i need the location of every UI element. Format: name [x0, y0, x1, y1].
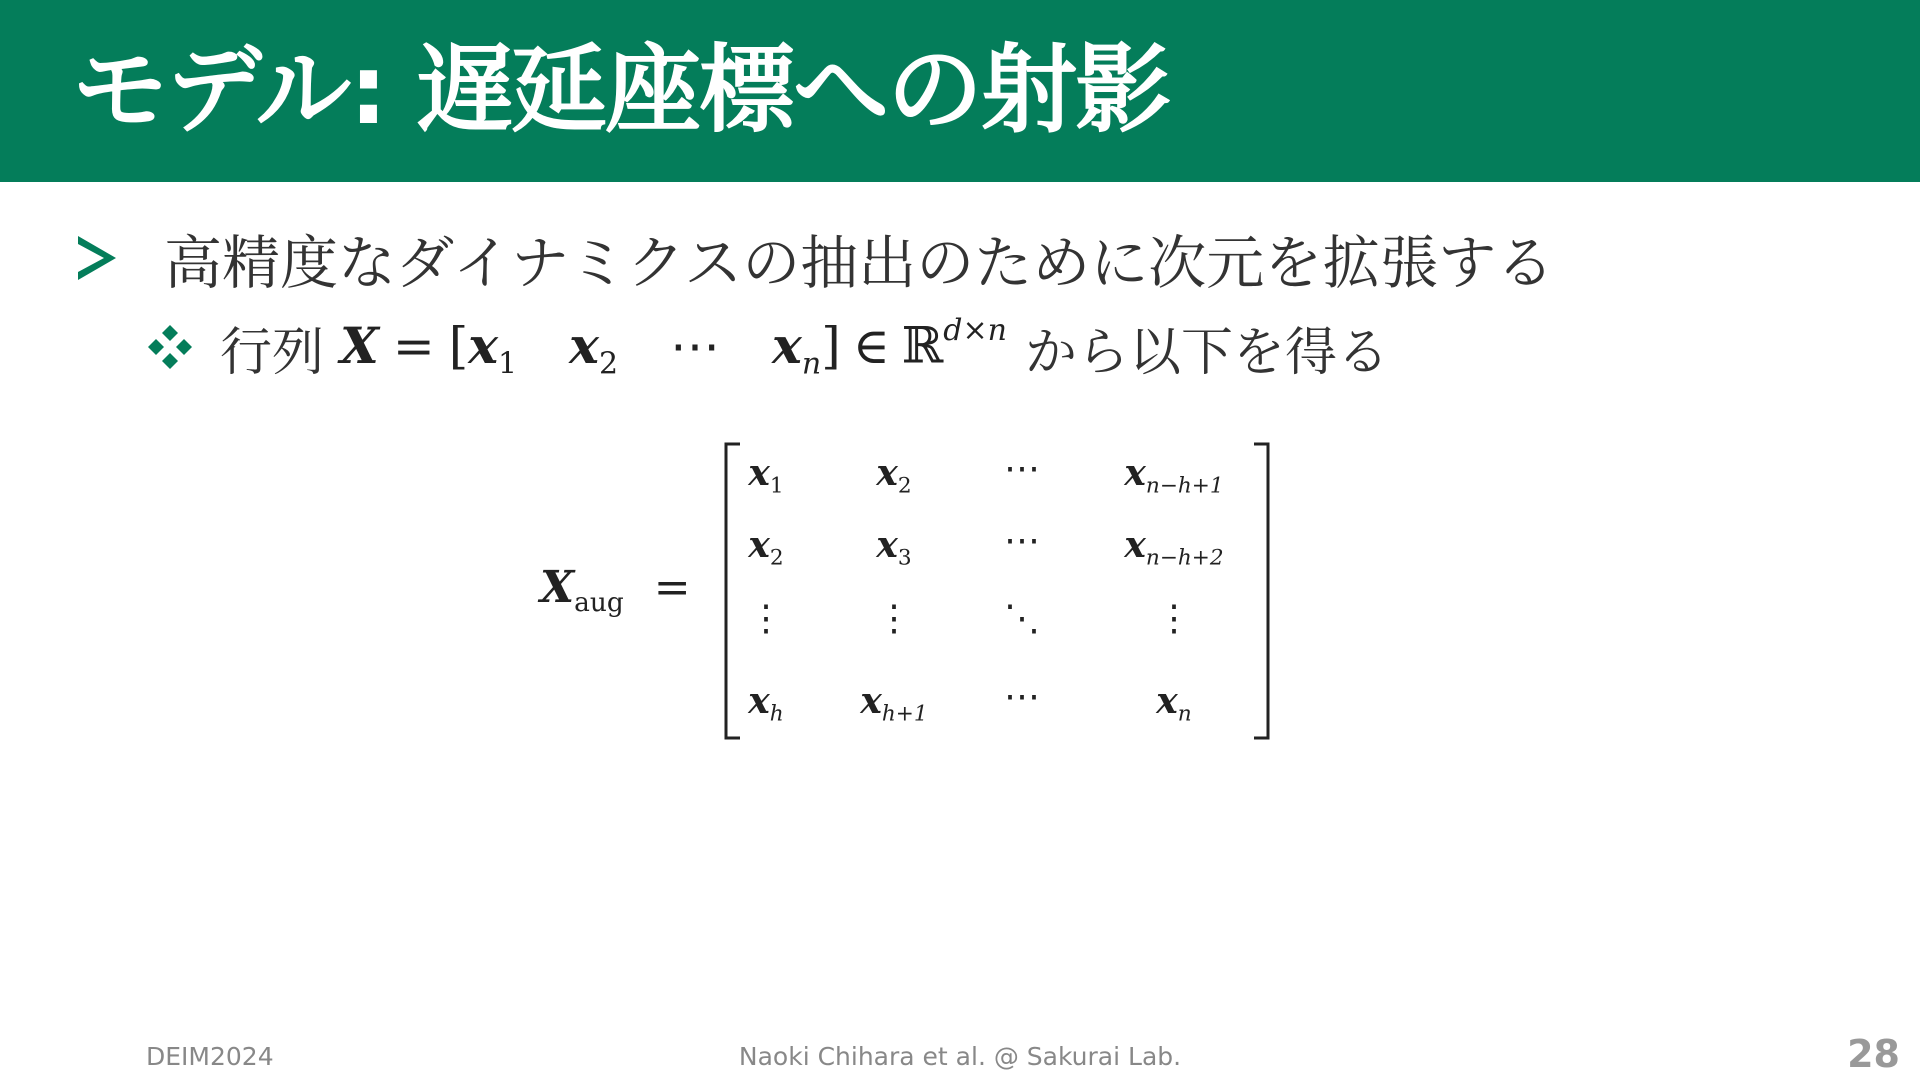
- bullet-level1: [74, 218, 1554, 298]
- right-bracket: ]: [821, 316, 841, 375]
- footer-conference: DEIM2024: [146, 1042, 274, 1071]
- bullet-level2-lead: 行列: [220, 322, 325, 383]
- left-bracket: [: [448, 316, 469, 375]
- matrix-cell: ⋮: [876, 598, 912, 639]
- bullet-level2-trail: から以下を得る: [1024, 322, 1389, 383]
- arrowhead-icon: [74, 232, 120, 284]
- real-space: ℝ$^{d\times n}$: [901, 313, 1007, 375]
- page-number: 28: [1847, 1032, 1900, 1076]
- inline-matrix-formula: [340, 313, 1007, 381]
- matrix-cell: ⋯: [1004, 448, 1040, 489]
- matrix-cell: ⋯: [1004, 676, 1040, 717]
- vector-x2: $x_2$: [569, 315, 619, 381]
- vector-xn: $x_n$: [772, 315, 822, 381]
- slide-title: モデル: 遅延座標への射影: [72, 34, 1170, 146]
- matrix-left-bracket: [722, 442, 742, 740]
- augmented-matrix-equation: [540, 440, 1280, 750]
- four-diamond-icon: [146, 323, 194, 371]
- matrix-cell: $x_2$: [748, 524, 784, 571]
- equals-sign: =: [392, 316, 435, 375]
- vector-x1: $x_1$: [468, 315, 518, 381]
- footer-authors: Naoki Chihara et al. @ Sakurai Lab.: [738, 1042, 1182, 1071]
- matrix-cell: ⋮: [1156, 598, 1192, 639]
- matrix-cell: ⋯: [1004, 520, 1040, 561]
- matrix-cell: $x_{n-h+1}$: [1124, 452, 1224, 499]
- equation-lhs: $X_{aug}$ =: [540, 562, 691, 619]
- matrix-cell: $x_{n-h+2}$: [1124, 524, 1224, 571]
- matrix-cell: $x_3$: [876, 524, 912, 571]
- matrix-cell: $x_1$: [748, 452, 784, 499]
- matrix-cell: $x_h$: [748, 680, 784, 727]
- matrix-cell: ⋱: [1004, 598, 1040, 639]
- matrix-cell: $x_n$: [1156, 680, 1192, 727]
- bullet-level2: [146, 312, 1405, 382]
- matrix-cell: ⋮: [748, 598, 784, 639]
- title-bar: [0, 0, 1920, 182]
- bullet-level1-text: 高精度なダイナミクスの抽出のために次元を拡張する: [164, 229, 1555, 297]
- matrix-cell: $x_{h+1}$: [860, 680, 928, 727]
- matrix-cell: $x_2$: [876, 452, 912, 499]
- matrix-right-bracket: [1252, 442, 1272, 740]
- ellipsis: ⋯: [670, 316, 721, 375]
- matrix-symbol: X: [340, 315, 379, 375]
- element-of-symbol: ∈: [852, 316, 890, 375]
